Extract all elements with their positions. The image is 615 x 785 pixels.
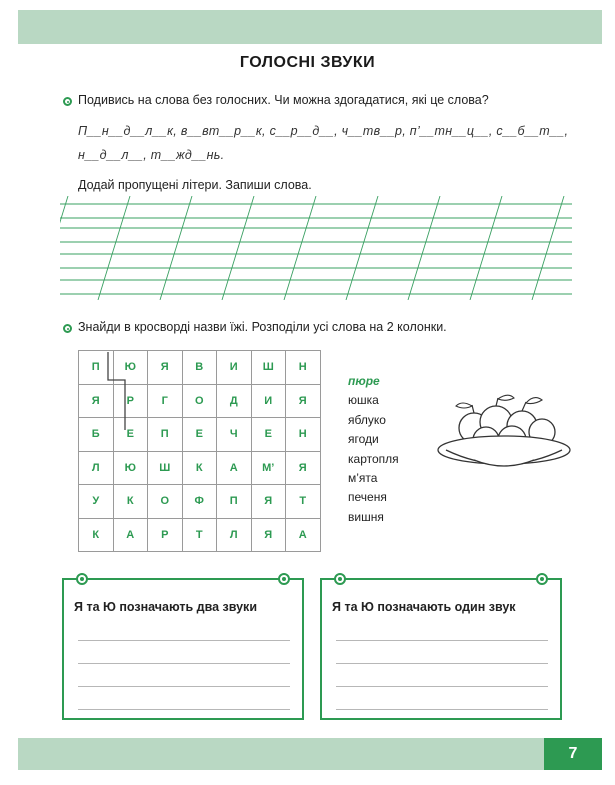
grid-cell[interactable]: К bbox=[113, 485, 148, 519]
answer-line[interactable] bbox=[78, 686, 290, 687]
task2-instruction: Знайди в кросворді назви їжі. Розподіли усі слова на 2 колонки. bbox=[78, 320, 447, 334]
task1-words-line2: н__д__л__, т__жд__нь. bbox=[78, 148, 225, 162]
task-bullet-icon bbox=[63, 97, 72, 106]
word-item: картопля bbox=[348, 451, 399, 466]
task1-words-line1: П__н__д__л__к, в__вт__р__к, с__р__д__, ч__тв__р, п’__тн__ц__, с__б__т__, bbox=[78, 124, 569, 138]
grid-cell[interactable]: И bbox=[251, 384, 286, 418]
grid-cell[interactable]: Т bbox=[286, 485, 321, 519]
grid-row bbox=[79, 518, 321, 552]
task-bullet-icon bbox=[63, 324, 72, 333]
grid-cell[interactable]: Ю bbox=[113, 351, 148, 385]
grid-cell[interactable]: В bbox=[182, 351, 217, 385]
grid-cell[interactable]: Ч bbox=[217, 418, 252, 452]
panel-title: Я та Ю позначають два звуки bbox=[74, 600, 258, 614]
word-item: м’ята bbox=[348, 471, 378, 486]
word-item: вишня bbox=[348, 509, 384, 524]
panel-dot-icon bbox=[536, 573, 548, 585]
grid-cell[interactable]: Б bbox=[79, 418, 114, 452]
grid-cell[interactable]: Я bbox=[251, 518, 286, 552]
answer-line[interactable] bbox=[336, 640, 548, 641]
grid-cell[interactable]: Ф bbox=[182, 485, 217, 519]
grid-cell[interactable]: О bbox=[182, 384, 217, 418]
word-item: пюре bbox=[348, 374, 380, 388]
grid-cell[interactable]: Л bbox=[217, 518, 252, 552]
grid-cell[interactable]: П bbox=[148, 418, 183, 452]
grid-cell[interactable]: Я bbox=[286, 384, 321, 418]
grid-row bbox=[79, 485, 321, 519]
grid-row bbox=[79, 418, 321, 452]
grid-cell[interactable]: Ш bbox=[148, 451, 183, 485]
grid-cell[interactable]: Я bbox=[148, 351, 183, 385]
grid-cell[interactable]: У bbox=[79, 485, 114, 519]
grid-cell[interactable]: О bbox=[148, 485, 183, 519]
grid-cell[interactable]: Н bbox=[286, 418, 321, 452]
grid-cell[interactable]: Я bbox=[286, 451, 321, 485]
grid-cell[interactable]: Ш bbox=[251, 351, 286, 385]
answer-panel-two-sounds bbox=[62, 578, 304, 720]
food-word-list bbox=[348, 372, 399, 527]
grid-cell[interactable]: Е bbox=[113, 418, 148, 452]
grid-cell[interactable]: К bbox=[182, 451, 217, 485]
panel-dot-icon bbox=[334, 573, 346, 585]
task1-instruction: Подивись на слова без голосних. Чи можна здогадатися, які це слова? bbox=[78, 93, 489, 107]
grid-cell[interactable]: Р bbox=[113, 384, 148, 418]
word-item: ягоди bbox=[348, 432, 379, 447]
grid-cell[interactable]: П bbox=[217, 485, 252, 519]
page-number: 7 bbox=[544, 738, 602, 770]
grid-cell[interactable]: Н bbox=[286, 351, 321, 385]
answer-line[interactable] bbox=[78, 663, 290, 664]
crossword-grid bbox=[78, 350, 321, 552]
answer-line[interactable] bbox=[336, 663, 548, 664]
answer-line[interactable] bbox=[78, 640, 290, 641]
top-decorative-band bbox=[18, 10, 602, 44]
grid-cell[interactable]: К bbox=[79, 518, 114, 552]
grid-row bbox=[79, 384, 321, 418]
grid-cell[interactable]: А bbox=[286, 518, 321, 552]
grid-cell[interactable]: П bbox=[79, 351, 114, 385]
panel-title: Я та Ю позначають один звук bbox=[332, 600, 516, 614]
word-item: юшка bbox=[348, 393, 379, 408]
answer-panel-one-sound bbox=[320, 578, 562, 720]
grid-cell[interactable]: Я bbox=[251, 485, 286, 519]
grid-cell[interactable]: Я bbox=[79, 384, 114, 418]
grid-cell[interactable]: И bbox=[217, 351, 252, 385]
task1-instruction2: Додай пропущені літери. Запиши слова. bbox=[78, 178, 312, 192]
grid-cell[interactable]: А bbox=[217, 451, 252, 485]
word-item: печеня bbox=[348, 490, 387, 505]
answer-line[interactable] bbox=[336, 709, 548, 710]
grid-cell[interactable]: Е bbox=[182, 418, 217, 452]
grid-cell[interactable]: Т bbox=[182, 518, 217, 552]
word-item: яблуко bbox=[348, 412, 386, 427]
grid-cell[interactable]: Д bbox=[217, 384, 252, 418]
handwriting-lines[interactable] bbox=[60, 196, 572, 300]
page-title: ГОЛОСНІ ЗВУКИ bbox=[239, 54, 376, 71]
panel-dot-icon bbox=[76, 573, 88, 585]
grid-cell[interactable]: М’ bbox=[251, 451, 286, 485]
answer-line[interactable] bbox=[336, 686, 548, 687]
grid-row bbox=[79, 351, 321, 385]
grid-cell[interactable]: Г bbox=[148, 384, 183, 418]
grid-cell[interactable]: Р bbox=[148, 518, 183, 552]
panel-dot-icon bbox=[278, 573, 290, 585]
grid-cell[interactable]: Л bbox=[79, 451, 114, 485]
grid-row bbox=[79, 451, 321, 485]
bottom-decorative-band bbox=[18, 738, 544, 770]
answer-line[interactable] bbox=[78, 709, 290, 710]
grid-cell[interactable]: Е bbox=[251, 418, 286, 452]
grid-cell[interactable]: Ю bbox=[113, 451, 148, 485]
grid-cell[interactable]: А bbox=[113, 518, 148, 552]
fruit-bowl-illustration bbox=[434, 390, 574, 470]
